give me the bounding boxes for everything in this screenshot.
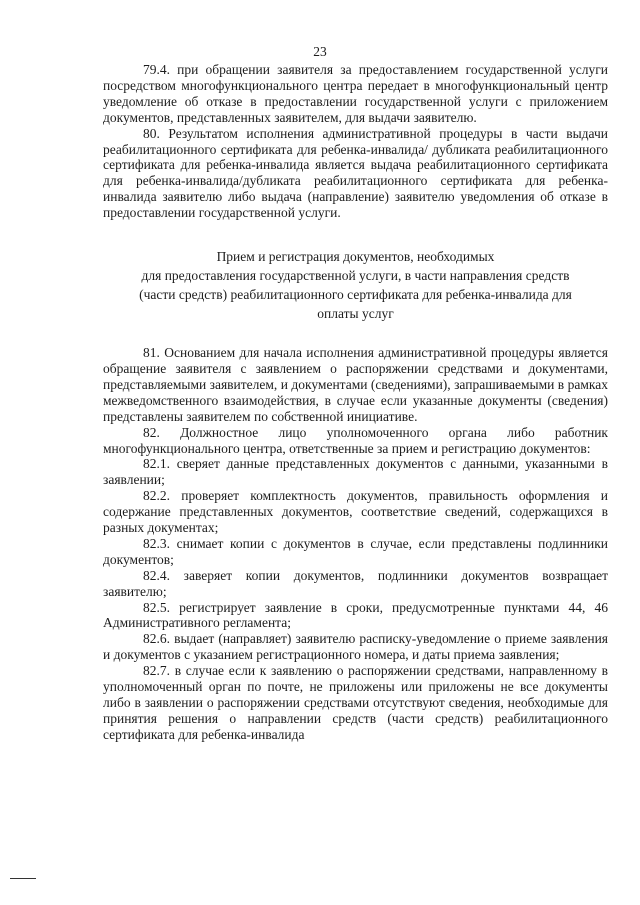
paragraph-80: 80. Результатом исполнения административной процедуры в части выдачи реабилитационного сертификата для ребенка-инвалида/ дубликата реабилитационного сертификата для ребенка-инвалида является выдача реабилитационного сертификата для ребенка-инвалида/дубликата реабилитационного сертификата для ребенка-инвалида заявителю либо выдача (направление) заявителю уведомления об отказе в предоставлении государственной услуги. — [103, 125, 608, 221]
page-number: 23 — [313, 44, 327, 59]
paragraph-79-4: 79.4. при обращении заявителя за предоставлением государственной услуги посредством многофункционального центра передает в многофункциональный центр уведомление об отказе в предоставлении государственной услуги с приложением документов, представленных заявителем, для выдачи заявителю. — [103, 62, 608, 125]
section-heading-line: для предоставления государственной услуги, в части направления средств — [141, 268, 570, 284]
paragraph-82-4: 82.4. заверяет копии документов, подлинники документов возвращает заявителю; — [103, 567, 608, 599]
paragraph-82-6: 82.6. выдает (направляет) заявителю расписку-уведомление о приеме заявления и документов с указанием регистрационного номера, и даты приема заявления; — [103, 631, 608, 663]
paragraph-82-1: 82.1. сверяет данные представленных документов с данными, указанными в заявлении; — [103, 456, 608, 488]
section-heading-line: Прием и регистрация документов, необходимых — [216, 249, 495, 265]
document-body — [103, 62, 608, 743]
paragraph-82-5: 82.5. регистрирует заявление в сроки, предусмотренные пунктами 44, 46 Административного регламента; — [103, 599, 608, 631]
paragraph-81: 81. Основанием для начала исполнения административной процедуры является обращение заявителя с заявлением о распоряжении средствами и документами, представляемыми заявителем, и документами (сведениями), запрашиваемыми в рамках межведомственного взаимодействия, в случае если указанные документы (сведения) представлены заявителем по собственной инициативе. — [103, 345, 608, 424]
paragraph-82: 82. Должностное лицо уполномоченного органа либо работник многофункционального центра, ответственные за прием и регистрацию документов: — [103, 424, 608, 456]
section-heading-line: (части средств) реабилитационного сертификата для ребенка-инвалида для — [139, 287, 572, 303]
section-heading-line: оплаты услуг — [317, 306, 394, 322]
paragraph-82-2: 82.2. проверяет комплектность документов, правильность оформления и содержание представленных документов, соответствие сведений, содержащихся в разных документах; — [103, 488, 608, 536]
section-heading — [103, 247, 608, 323]
footer-rule — [10, 878, 36, 879]
paragraph-82-3: 82.3. снимает копии с документов в случае, если представлены подлинники документов; — [103, 535, 608, 567]
paragraph-82-7: 82.7. в случае если к заявлению о распоряжении средствами, направленному в уполномоченный орган по почте, не приложены или приложены не все документы либо в заявлении о распоряжении средствами отсутствуют сведения, необходимые для принятия решения о направлении средств (части средств) реабилитационного сертификата для ребенка-инвалида — [103, 663, 608, 742]
